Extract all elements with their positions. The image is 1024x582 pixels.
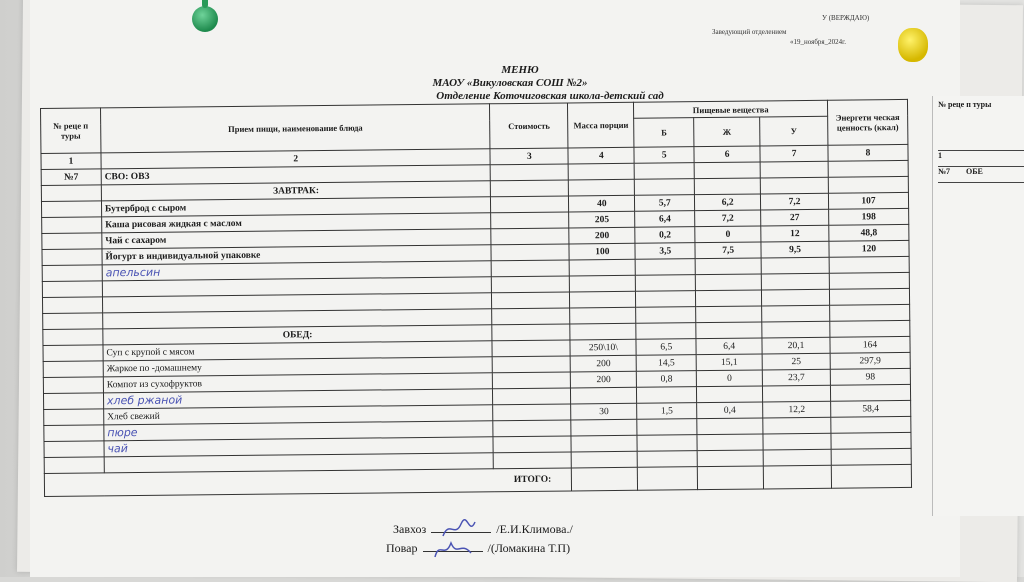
dish-name: Каша рисовая жидкая с маслом	[102, 213, 492, 233]
dish-kcal: 58,4	[831, 400, 911, 417]
adjacent-row	[938, 167, 1024, 183]
column-number: 3	[490, 148, 568, 165]
total-b	[638, 467, 698, 491]
dish-protein	[636, 323, 696, 340]
approval-line-3: «19_ноября_2024г.	[790, 38, 846, 46]
dish-kcal	[828, 176, 908, 193]
dish-carbs	[763, 433, 831, 450]
dish-kcal	[829, 288, 909, 305]
dish-carbs: 23,7	[762, 369, 830, 386]
dish-carbs	[762, 321, 830, 338]
dish-protein: 14,5	[636, 355, 696, 372]
column-number: 4	[568, 147, 634, 164]
zavhoz-signature-line	[393, 522, 573, 537]
adjacent-row-text: ОБЕ	[966, 167, 983, 176]
col-header-u: У	[760, 116, 828, 146]
dish-mass: 205	[569, 211, 635, 228]
dish-carbs: 9,5	[761, 241, 829, 258]
col-header-mass: Масса порции	[568, 102, 634, 148]
col-header-cost: Стоимость	[490, 103, 568, 149]
dish-fat: 6,2	[695, 194, 761, 211]
recipe-number	[41, 185, 101, 202]
dish-mass: 40	[569, 195, 635, 212]
dish-protein	[636, 307, 696, 324]
dish-carbs: 27	[761, 209, 829, 226]
recipe-number	[42, 297, 102, 314]
column-number: 2	[101, 149, 491, 169]
dish-protein: 6,4	[635, 211, 695, 228]
dish-fat: 7,2	[695, 210, 761, 227]
recipe-number	[42, 217, 102, 234]
dish-name: Йогурт в индивидуальной упаковке	[102, 245, 492, 265]
dish-kcal: 120	[829, 240, 909, 257]
dish-mass: 200	[571, 371, 637, 388]
recipe-number	[43, 329, 103, 346]
dish-carbs: 12,2	[763, 401, 831, 418]
dish-protein: 6,5	[636, 339, 696, 356]
dish-cost	[493, 372, 571, 389]
dish-fat	[694, 178, 760, 195]
col-header-recipe: № реце п туры	[41, 108, 101, 154]
recipe-number	[44, 409, 104, 426]
dish-cost	[491, 260, 569, 277]
dish-carbs	[761, 273, 829, 290]
dish-cost	[492, 292, 570, 309]
dish-kcal	[831, 432, 911, 449]
recipe-number	[44, 441, 104, 458]
total-zh	[697, 466, 763, 490]
approval-line-2: Заведующий отделением	[712, 28, 787, 36]
dish-fat	[696, 290, 762, 307]
branch-name: Отделение Коточиговская школа-детский сад	[436, 90, 664, 102]
dish-name: пюре	[104, 421, 494, 441]
dish-carbs	[763, 417, 831, 434]
dish-name: чай	[104, 437, 494, 457]
total-mass	[572, 467, 638, 491]
dish-protein: 1,5	[637, 403, 697, 420]
dish-protein	[637, 451, 697, 468]
dish-protein	[635, 179, 695, 196]
recipe-number	[43, 377, 103, 394]
dish-name: Хлеб свежий	[104, 405, 494, 425]
dish-cost	[493, 388, 571, 405]
dish-mass	[571, 387, 637, 404]
dish-fat	[696, 306, 762, 323]
dish-fat	[695, 258, 761, 275]
dish-kcal	[829, 256, 909, 273]
dish-mass	[571, 435, 637, 452]
dish-kcal	[830, 320, 910, 337]
dish-mass: 250\10\	[570, 339, 636, 356]
col-header-energy: Энергети ческая ценность (ккал)	[827, 99, 907, 145]
dish-cost	[491, 180, 569, 197]
dish-mass	[570, 307, 636, 324]
dish-protein	[636, 275, 696, 292]
dish-protein: 3,5	[635, 243, 695, 260]
dish-fat: 15,1	[696, 354, 762, 371]
col-header-zh: Ж	[694, 117, 760, 147]
approval-line-1: У (ВЕРЖДАЮ)	[822, 14, 870, 22]
dish-kcal	[828, 160, 908, 177]
dish-cost	[492, 324, 570, 341]
dish-cost	[491, 244, 569, 261]
recipe-number	[42, 281, 102, 298]
dish-carbs: 7,2	[761, 193, 829, 210]
adjacent-row-num: №7	[938, 167, 951, 176]
recipe-number	[41, 201, 101, 218]
dish-kcal	[830, 304, 910, 321]
dish-protein: 5,7	[635, 195, 695, 212]
dish-kcal: 98	[830, 368, 910, 385]
dish-carbs: 12	[761, 225, 829, 242]
recipe-number	[44, 425, 104, 442]
adjacent-sheet-table	[938, 100, 1024, 183]
recipe-number	[43, 313, 103, 330]
dish-fat: 0	[695, 226, 761, 243]
dish-fat	[696, 322, 762, 339]
zavhoz-label: Завхоз	[393, 522, 427, 536]
povar-signature-line	[386, 541, 570, 556]
dish-fat: 7,5	[695, 242, 761, 259]
dish-name: хлеб ржаной	[103, 389, 493, 409]
yellow-pushpin-icon	[898, 28, 928, 62]
dish-name: ЗАВТРАК:	[101, 181, 491, 201]
dish-fat	[697, 434, 763, 451]
dish-kcal: 107	[828, 192, 908, 209]
zavhoz-signature	[431, 532, 491, 533]
dish-kcal: 164	[830, 336, 910, 353]
dish-mass	[570, 275, 636, 292]
adjacent-header: № реце п туры	[938, 100, 1024, 151]
recipe-number	[43, 345, 103, 362]
dish-protein	[637, 435, 697, 452]
dish-name: ОБЕД:	[103, 325, 493, 345]
dish-kcal: 48,8	[829, 224, 909, 241]
recipe-number: №7	[41, 169, 101, 186]
dish-protein	[635, 259, 695, 276]
column-number: 5	[634, 147, 694, 164]
dish-mass	[571, 451, 637, 468]
dish-protein	[636, 291, 696, 308]
col-header-nutrients: Пищевые вещества	[634, 100, 828, 118]
dish-kcal: 297,9	[830, 352, 910, 369]
dish-fat: 6,4	[696, 338, 762, 355]
dish-cost	[491, 228, 569, 245]
dish-cost	[492, 340, 570, 357]
total-u	[763, 465, 831, 489]
dish-carbs: 25	[762, 353, 830, 370]
recipe-number	[42, 233, 102, 250]
dish-carbs	[763, 449, 831, 466]
povar-signature	[423, 551, 483, 552]
dish-carbs	[762, 289, 830, 306]
dish-carbs	[762, 305, 830, 322]
dish-cost	[490, 164, 568, 181]
dish-carbs: 20,1	[762, 337, 830, 354]
dish-mass	[569, 259, 635, 276]
dish-cost	[491, 212, 569, 229]
dish-kcal	[829, 272, 909, 289]
dish-mass: 100	[569, 243, 635, 260]
dish-carbs	[763, 385, 831, 402]
dish-carbs	[760, 177, 828, 194]
dish-fat	[695, 274, 761, 291]
dish-mass: 200	[570, 355, 636, 372]
column-number: 7	[760, 145, 828, 162]
signature-scribble-icon	[431, 537, 475, 561]
recipe-number	[43, 393, 103, 410]
dish-name: Бутерброд с сыром	[101, 197, 491, 217]
zavhoz-name: /Е.И.Климова./	[496, 522, 573, 536]
dish-kcal	[830, 384, 910, 401]
dish-mass	[569, 179, 635, 196]
dish-name: Чай с сахаром	[102, 229, 492, 249]
dish-kcal: 198	[829, 208, 909, 225]
dish-fat	[697, 418, 763, 435]
green-pushpin-icon	[192, 6, 218, 32]
povar-name: /(Ломакина Т.П)	[487, 541, 571, 555]
dish-protein: 0,2	[635, 227, 695, 244]
dish-cost	[493, 436, 571, 453]
dish-protein	[634, 163, 694, 180]
dish-mass	[570, 323, 636, 340]
column-number: 1	[41, 153, 101, 170]
dish-kcal	[831, 416, 911, 433]
col-header-b: Б	[634, 118, 694, 148]
menu-title: МЕНЮ	[501, 64, 539, 76]
dish-carbs	[761, 257, 829, 274]
dish-fat	[697, 450, 763, 467]
recipe-number	[42, 265, 102, 282]
dish-mass: 200	[569, 227, 635, 244]
dish-cost	[493, 356, 571, 373]
dish-name: Жаркое по -домашнему	[103, 357, 493, 377]
menu-table	[40, 99, 912, 497]
dish-cost	[492, 308, 570, 325]
school-name: МАОУ «Викуловская СОШ №2»	[432, 77, 588, 89]
dish-protein	[637, 387, 697, 404]
column-number: 8	[828, 144, 908, 161]
column-number: 6	[694, 146, 760, 163]
recipe-number	[44, 457, 104, 474]
total-kcal	[831, 464, 911, 488]
dish-name: апельсин	[102, 261, 492, 281]
dish-fat	[697, 386, 763, 403]
dish-carbs	[760, 161, 828, 178]
dish-name: Компот из сухофруктов	[103, 373, 493, 393]
dish-cost	[492, 276, 570, 293]
dish-cost	[493, 404, 571, 421]
dish-cost	[491, 196, 569, 213]
povar-label: Повар	[386, 541, 418, 555]
recipe-number	[42, 249, 102, 266]
dish-fat: 0	[696, 370, 762, 387]
adjacent-col-number: 1	[938, 151, 1024, 167]
dish-mass	[568, 163, 634, 180]
total-label: ИТОГО:	[44, 468, 572, 497]
dish-cost	[494, 452, 572, 469]
dish-fat: 0,4	[697, 402, 763, 419]
dish-kcal	[831, 448, 911, 465]
dish-mass	[570, 291, 636, 308]
dish-cost	[493, 420, 571, 437]
dish-protein: 0,8	[637, 371, 697, 388]
dish-name: СВО: ОВЗ	[101, 165, 491, 185]
dish-mass	[571, 419, 637, 436]
dish-fat	[694, 162, 760, 179]
dish-protein	[637, 419, 697, 436]
recipe-number	[43, 361, 103, 378]
dish-name: Суп с крупой с мясом	[103, 341, 493, 361]
col-header-meal: Прием пищи, наименование блюда	[100, 104, 490, 153]
dish-mass: 30	[571, 403, 637, 420]
